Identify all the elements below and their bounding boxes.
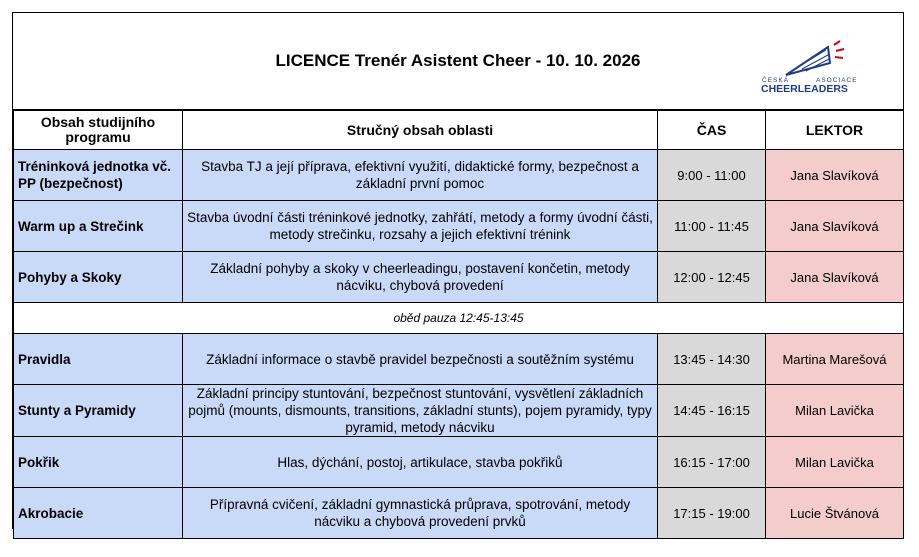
desc-cell: Stavba TJ a její příprava, efektivní využití, didaktické formy, bezpečnost a základní první pomoc — [183, 150, 658, 201]
lector-cell: Jana Slavíková — [766, 150, 904, 201]
time-cell: 12:00 - 12:45 — [658, 252, 766, 303]
time-cell: 17:15 - 19:00 — [658, 488, 766, 539]
desc-cell — [183, 385, 658, 437]
lector-cell: Milan Lavička — [766, 437, 904, 488]
logo-text-ceska: ČESKÁ — [762, 77, 790, 84]
cheerleaders-logo — [746, 37, 856, 97]
table-row — [14, 334, 904, 385]
table-row — [14, 150, 904, 201]
header-program: Obsah studijního programu — [14, 111, 183, 150]
time-cell: 14:45 - 16:15 — [658, 385, 766, 437]
schedule-table — [13, 110, 904, 539]
topic-cell: Stunty a Pyramidy — [14, 385, 183, 437]
topic-cell: Pokřik — [14, 437, 183, 488]
table-row — [14, 385, 904, 437]
page-title: LICENCE Trenér Asistent Cheer - 10. 10. 2026 — [275, 51, 641, 70]
header-row — [14, 111, 904, 150]
desc-cell: Základní pohyby a skoky v cheerleadingu, postavení končetin, metody nácviku, chybová provedení — [183, 252, 658, 303]
desc-cell: Základní informace o stavbě pravidel bezpečnosti a soutěžním systému — [183, 334, 658, 385]
table-row — [14, 488, 904, 539]
table-row — [14, 201, 904, 252]
topic-cell: Pravidla — [14, 334, 183, 385]
logo-text-asociace: ASOCIACE — [816, 77, 856, 84]
title-row — [13, 13, 903, 110]
schedule-sheet — [12, 12, 904, 529]
lector-cell: Jana Slavíková — [766, 201, 904, 252]
lector-cell: Jana Slavíková — [766, 252, 904, 303]
desc-cell: Hlas, dýchání, postoj, artikulace, stavba pokřiků — [183, 437, 658, 488]
table-row — [14, 252, 904, 303]
lector-cell: Milan Lavička — [766, 385, 904, 437]
topic-cell: Akrobacie — [14, 488, 183, 539]
desc-cell: Stavba úvodní části tréninkové jednotky, zahřátí, metody a formy úvodní části, metody strečinku, rozsahy a jejich efektivní trénink — [183, 201, 658, 252]
megaphone-icon — [746, 37, 856, 97]
logo-text-cheerleaders: CHEERLEADERS — [761, 83, 848, 95]
header-time: ČAS — [658, 111, 766, 150]
header-lector: LEKTOR — [766, 111, 904, 150]
desc-text: Základní principy stuntování, bezpečnost stuntování, vysvětlení základních pojmů (mounts, dismounts, transitions, základní stunts), pojem pyramidy, typy pyramid, metody nácviku — [188, 386, 652, 435]
time-cell: 9:00 - 11:00 — [658, 150, 766, 201]
desc-cell: Přípravná cvičení, základní gymnastická průprava, spotrování, metody nácviku a chybová provedení prvků — [183, 488, 658, 539]
topic-cell: Pohyby a Skoky — [14, 252, 183, 303]
pause-cell: oběd pauza 12:45-13:45 — [14, 303, 904, 334]
lector-cell: Lucie Štvánová — [766, 488, 904, 539]
lector-cell: Martina Marešová — [766, 334, 904, 385]
pause-row — [14, 303, 904, 334]
time-cell: 16:15 - 17:00 — [658, 437, 766, 488]
time-cell: 13:45 - 14:30 — [658, 334, 766, 385]
topic-cell: Warm up a Strečink — [14, 201, 183, 252]
header-summary: Stručný obsah oblasti — [183, 111, 658, 150]
topic-cell: Tréninková jednotka vč. PP (bezpečnost) — [14, 150, 183, 201]
table-row — [14, 437, 904, 488]
time-cell: 11:00 - 11:45 — [658, 201, 766, 252]
